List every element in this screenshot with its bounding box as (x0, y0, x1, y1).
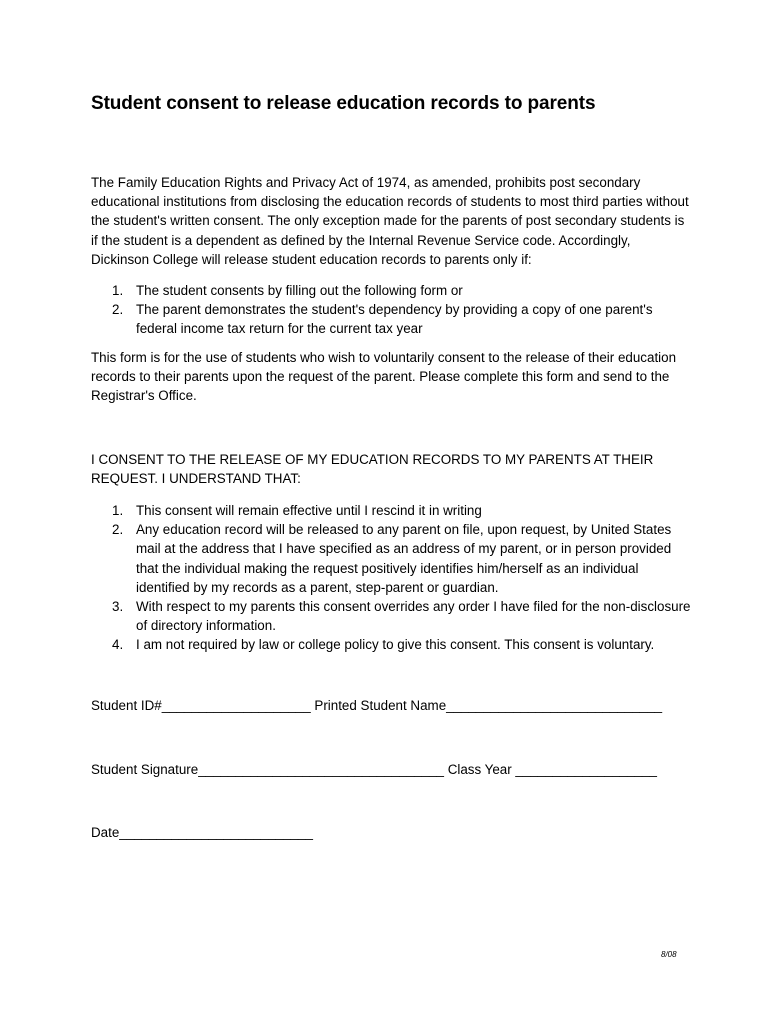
printed-name-field[interactable]: Printed Student Name_____________________________ (310, 698, 663, 713)
list-item-text: Any education record will be released to any parent on file, upon request, by United States mail at the address that I have specified as an address of my parent, or in person provided that the individual making the request positively identifies him/herself as an individual identified by my records as a parent, step-parent or guardian. (136, 522, 672, 595)
date-row (91, 823, 313, 842)
list-item (91, 281, 691, 300)
signature-field[interactable]: Student Signature_________________________________ (91, 762, 444, 777)
date-field[interactable]: Date__________________________ (91, 825, 313, 840)
form-purpose-paragraph: This form is for the use of students who wish to voluntarily consent to the release of their education records to their parents upon the request of the parent. Please complete this form and send to the Registrar's Office. (91, 350, 677, 404)
list-item-text: I am not required by law or college policy to give this consent. This consent is voluntary. (136, 637, 655, 653)
list-item-text: This consent will remain effective until I rescind it in writing (136, 503, 482, 518)
release-conditions-list (91, 281, 691, 339)
student-id-field[interactable]: Student ID#____________________ (91, 698, 311, 713)
list-item-number: 2. (112, 302, 124, 318)
list-item (91, 520, 691, 597)
signature-year-row (91, 760, 657, 779)
list-item (91, 597, 691, 635)
list-item (91, 300, 691, 338)
class-year-field[interactable]: Class Year ___________________ (443, 762, 657, 777)
list-item-number: 1. (112, 283, 124, 298)
list-item-number: 3. (112, 599, 124, 615)
list-item-text: With respect to my parents this consent overrides any order I have filed for the non-disclosure of directory information. (136, 599, 691, 634)
intro-paragraph: The Family Education Rights and Privacy Act of 1974, as amended, prohibits post secondary educational institutions from disclosing the education records of students to most third parties without the student's written consent. The only exception made for the parents of post secondary students is if the student is a dependent as defined by the Internal Revenue Service code. Accordingly, Dickinson College will release student education records to parents only if: (91, 175, 689, 267)
revision-date: 8/08 (661, 950, 677, 959)
list-item-text: The student consents by filling out the following form or (136, 283, 463, 298)
list-item-number: 4. (112, 637, 124, 653)
consent-heading: I CONSENT TO THE RELEASE OF MY EDUCATION RECORDS TO MY PARENTS AT THEIR REQUEST. I UNDERSTAND THAT: (91, 452, 654, 487)
id-name-row (91, 696, 662, 715)
list-item (91, 501, 691, 520)
list-item (91, 635, 691, 654)
understanding-list (91, 501, 691, 655)
list-item-number: 1. (112, 503, 124, 518)
document-title: Student consent to release education records to parents (91, 93, 596, 114)
list-item-number: 2. (112, 522, 124, 538)
list-item-text: The parent demonstrates the student's dependency by providing a copy of one parent's federal income tax return for the current tax year (136, 302, 653, 337)
